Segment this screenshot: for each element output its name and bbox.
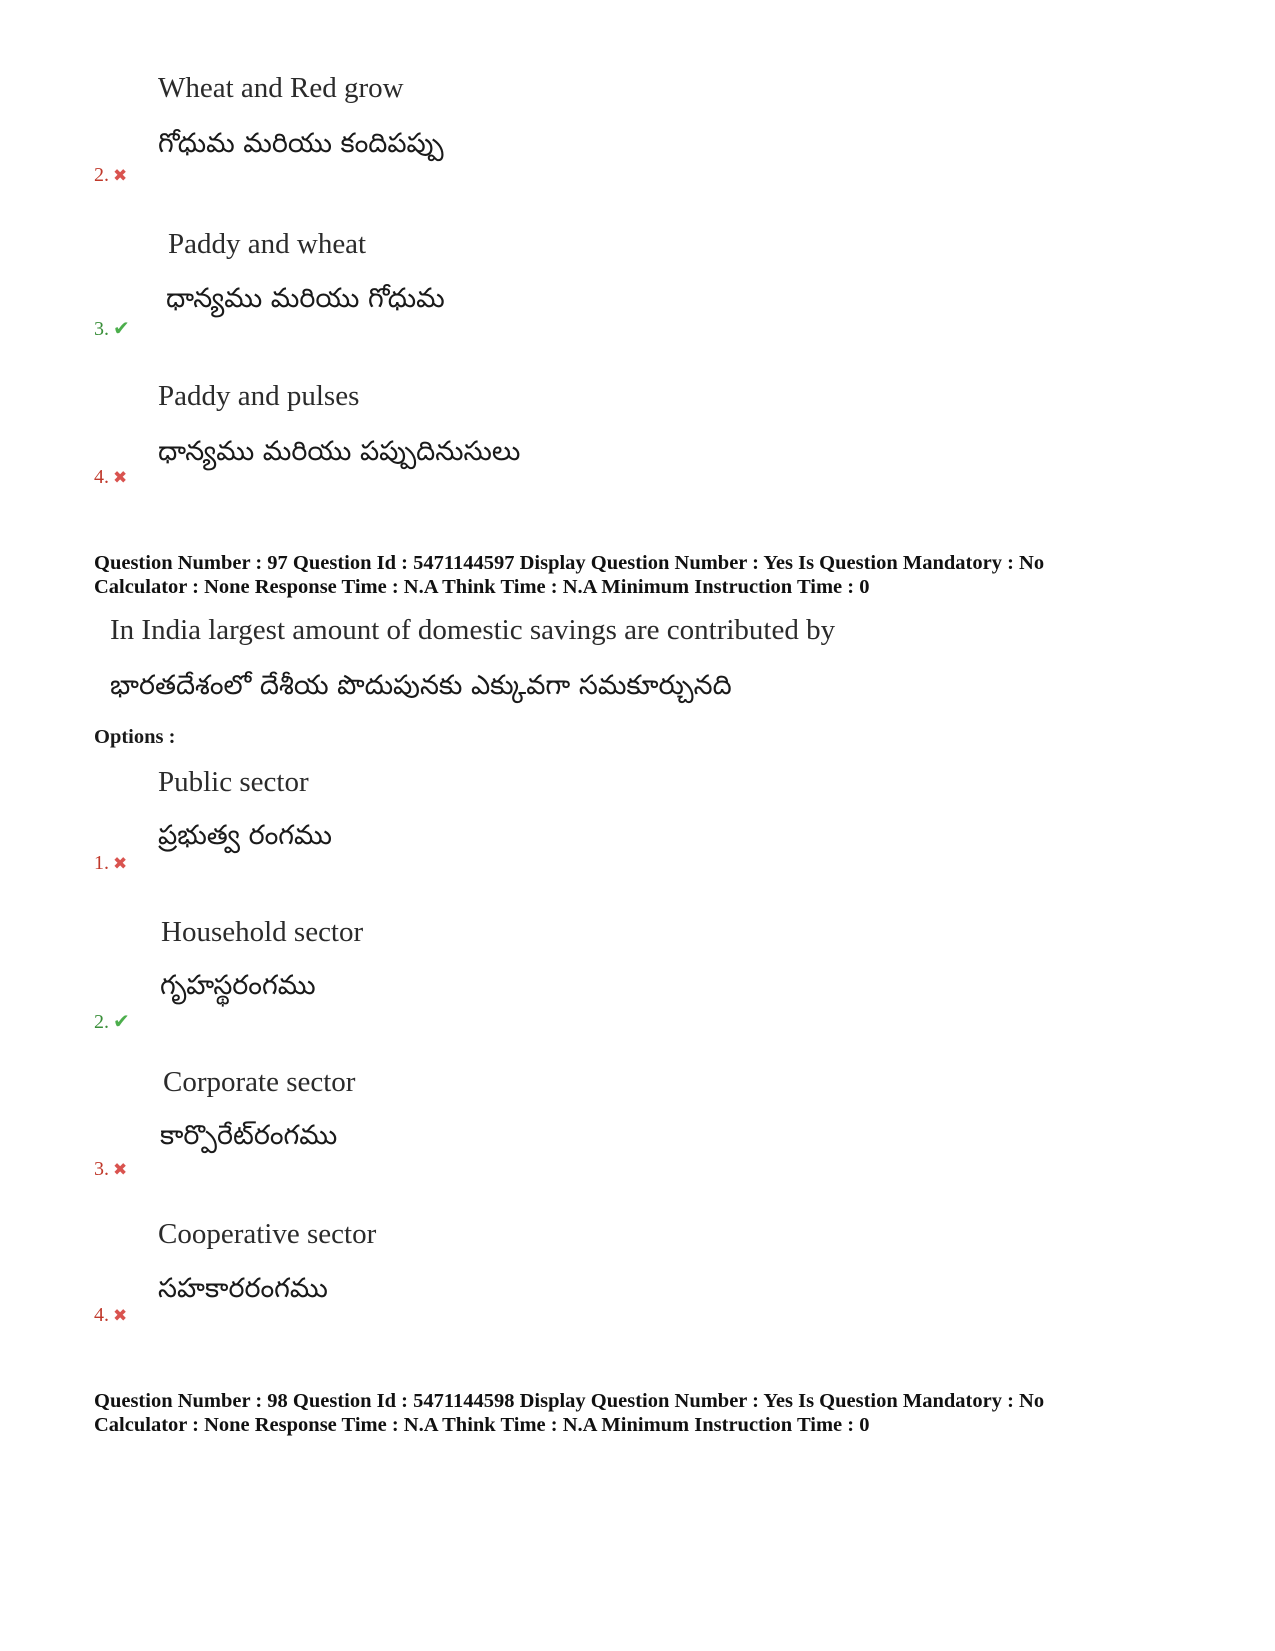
option-text-te: గృహస్థరంగము xyxy=(160,970,316,1001)
option-text-te: సహకారరంగము xyxy=(158,1273,328,1304)
option-text-en: Wheat and Red grow xyxy=(158,72,404,104)
option-text-en: Corporate sector xyxy=(163,1066,356,1098)
option-number: 2. ✔ xyxy=(94,1009,130,1033)
option-text-te: గోధుమ మరియు కందిపప్పు xyxy=(158,128,444,159)
cross-icon: ✖ xyxy=(113,166,128,186)
option-number: 2. ✖ xyxy=(94,164,128,186)
cross-icon: ✖ xyxy=(113,1306,128,1326)
cross-icon: ✖ xyxy=(113,468,128,488)
question-text-en: In India largest amount of domestic savings are contributed by xyxy=(110,614,836,646)
option-text-en: Paddy and wheat xyxy=(168,228,367,260)
option-text-te: ధాన్యము మరియు గోధుమ xyxy=(166,283,445,314)
option-text-en: Cooperative sector xyxy=(158,1218,377,1250)
cross-icon: ✖ xyxy=(113,1160,128,1180)
option-text-te: కార్పొరేట్‌రంగము xyxy=(160,1120,338,1151)
check-icon: ✔ xyxy=(113,1009,130,1033)
cross-icon: ✖ xyxy=(113,854,128,874)
question-meta-line-1: Question Number : 97 Question Id : 5471144597 Display Question Number : Yes Is Question Mandatory : No xyxy=(94,552,1045,574)
option-text-en: Public sector xyxy=(158,766,309,798)
option-number: 4. ✖ xyxy=(94,466,128,488)
option-text-te: ధాన్యము మరియు పప్పుదినుసులు xyxy=(158,436,521,467)
check-icon: ✔ xyxy=(113,316,130,340)
options-label: Options : xyxy=(94,726,176,748)
question-meta-line-2: Calculator : None Response Time : N.A Think Time : N.A Minimum Instruction Time : 0 xyxy=(94,576,870,598)
option-number: 1. ✖ xyxy=(94,852,128,874)
option-text-en: Paddy and pulses xyxy=(158,380,360,412)
option-number: 4. ✖ xyxy=(94,1304,128,1326)
option-text-en: Household sector xyxy=(161,916,364,948)
question-meta-line-2: Calculator : None Response Time : N.A Think Time : N.A Minimum Instruction Time : 0 xyxy=(94,1414,870,1436)
question-text-te: భారతదేశంలో దేశీయ పొదుపునకు ఎక్కువగా సమకూర్చునది xyxy=(110,670,732,701)
question-meta-line-1: Question Number : 98 Question Id : 5471144598 Display Question Number : Yes Is Question Mandatory : No xyxy=(94,1390,1045,1412)
option-text-te: ప్రభుత్వ రంగము xyxy=(158,820,332,851)
option-number: 3. ✔ xyxy=(94,316,130,340)
option-number: 3. ✖ xyxy=(94,1158,128,1180)
